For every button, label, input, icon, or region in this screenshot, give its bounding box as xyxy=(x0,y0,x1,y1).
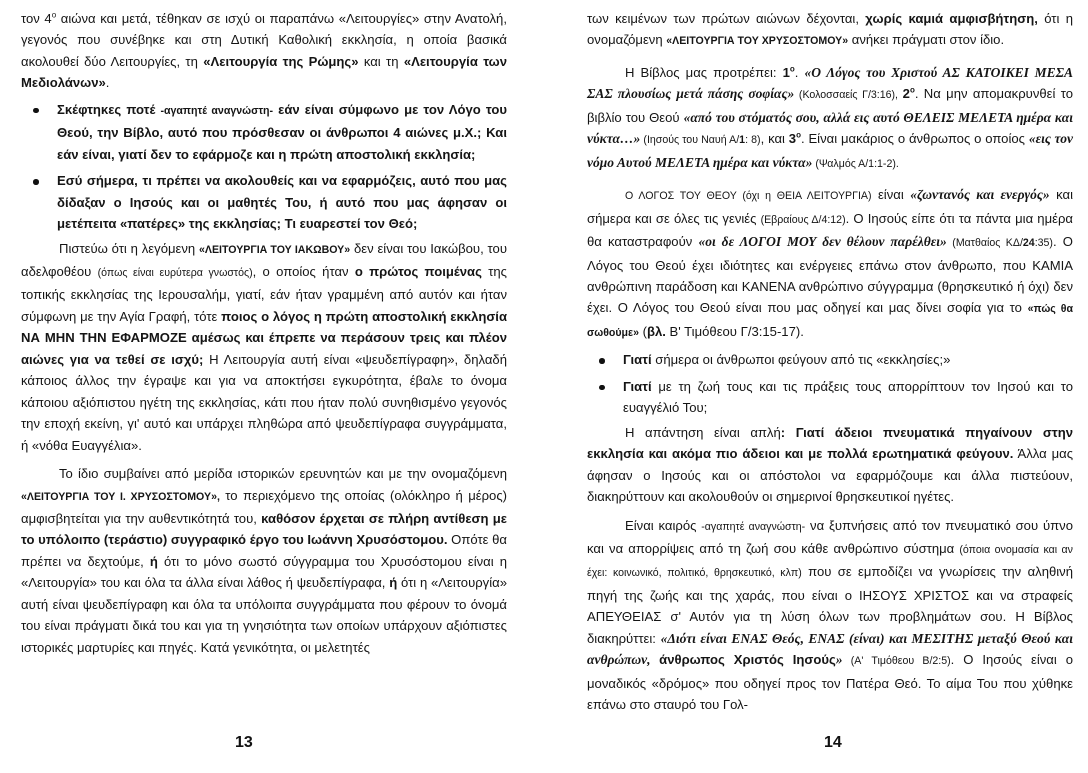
text-run: Είναι καιρός xyxy=(625,517,702,533)
superscript: ο xyxy=(51,10,57,20)
right-paragraph-4 xyxy=(587,422,1073,508)
text-run: Το ίδιο συμβαίνει από μερίδα ιστορικών ερευνητών και με την ονομαζόμενη xyxy=(59,466,507,482)
reference-run: (Α' Τιμόθεου Β/2:5) xyxy=(842,655,951,668)
left-page xyxy=(21,8,507,768)
small-run: (όπως είναι ευρύτερα γνωστός) xyxy=(97,266,253,279)
left-paragraph-1 xyxy=(21,8,507,94)
text-run: Η απάντηση είναι απλή xyxy=(625,424,781,440)
bold-run: χωρίς καμιά αμφισβήτηση, xyxy=(865,11,1038,26)
text-run: σήμερα οι άνθρωποι φεύγουν από τις «εκκλησίες;» xyxy=(651,352,951,368)
right-bullet-item xyxy=(587,376,1073,419)
left-bullet-item xyxy=(21,170,507,234)
small-run: -αγαπητέ αναγνώστη- xyxy=(160,104,274,117)
text-run: Άλλα μας άφησαν ο Ιησούς και οι απόστολοι να εφαρμόζουμε και άλλα πιστεύουν, διακηρύττουν και ακολουθούν οι σημερινοί θρησκευτικοί ηγέτες. xyxy=(587,446,1074,505)
reference-run: : 8) xyxy=(745,134,761,147)
text-run: που σε εμποδίζει να γνωρίσεις την αληθινή πηγή της ζωής και της χαράς, που είναι ο ΙΗΣΟΥΣ ΧΡΙΣΤΟΣ και να στραφείς ΑΠΕΥΘΕΙΑΣ σ' Αυτόν για τη λύση όλων των προβλημάτων σου. Η Βίβλος διακηρύττει: xyxy=(587,564,1073,646)
text-run: με τη ζωή τους και τις πράξεις τους απορρίπτουν τον Ιησού και το ευαγγέλιό Του; xyxy=(623,378,1073,416)
text-run: Πιστεύω ότι η λεγόμενη xyxy=(59,240,200,256)
page-number-left: 13 xyxy=(235,734,253,751)
page-number-right: 14 xyxy=(824,734,842,751)
bold-run: ή xyxy=(389,575,398,591)
text-run: . Είναι μακάριος ο άνθρωπος ο οποίος xyxy=(800,131,1029,147)
small-run: -αγαπητέ αναγνώστη- xyxy=(701,520,806,533)
right-bullet-item xyxy=(587,349,1073,370)
quote-run: «Διότι είναι ΕΝΑΣ Θεός, ΕΝΑΣ (είναι) και ΜΕΣΙΤΗΣ μεταξύ Θεού και ανθρώπων, xyxy=(587,630,1073,668)
text-run: Οπότε θα πρέπει να δεχτούμε, xyxy=(21,532,507,569)
superscript: ο xyxy=(796,130,801,140)
bold-run: Εσύ σήμερα, τι πρέπει να ακολουθείς και να εφαρμόζεις, αυτό που μας δίδαξαν ο Ιησούς και οι μαθητές Του, ή αυτό που μας άφησαν οι μετέπειτα «πατέρες» της εκκλησίας; Τι ευαρεστεί τον Θεό; xyxy=(57,173,507,232)
bold-run: βλ. xyxy=(646,323,666,339)
quote-run: «οι δε ΛΟΓΟΙ ΜΟΥ δεν θέλουν παρέλθει» xyxy=(698,234,947,250)
small-run: (όποια ονομασία και αν έχει: κοινωνικό, πολιτικό, θρησκευτικό, κλπ) xyxy=(587,543,1073,580)
text-run: . Ο Ιησούς είπε ότι τα πάντα μια ημέρα θα καταστραφούν xyxy=(587,210,1073,250)
bold-run: «Λειτουργία των Μεδιολάνων» xyxy=(21,53,508,91)
superscript: ο xyxy=(909,86,915,95)
small-run: Ο ΛΟΓΟΣ ΤΟΥ ΘΕΟΥ (όχι η ΘΕΙΑ ΛΕΙΤΟΥΡΓΙΑ) xyxy=(625,190,872,203)
text-run: . Να μην απομακρυνθεί το βιβλίο του Θεού xyxy=(587,86,1073,125)
right-paragraph-3 xyxy=(587,184,1073,344)
text-run: Η Βίβλος μας προτρέπει: xyxy=(625,64,783,80)
bold-run: 3 xyxy=(788,131,797,147)
text-run: ότι η ονομαζόμενη xyxy=(587,11,1073,48)
bold-run: ή xyxy=(149,553,158,569)
bold-run: «ΛΕΙΤΟΥΡΓΙΑ ΤΟΥ ΙΑΚΩΒΟΥ» xyxy=(199,243,351,256)
left-bullet-item xyxy=(21,99,507,165)
text-run: Β' Τιμόθεου Γ/3:15-17). xyxy=(665,323,804,339)
text-run: και σήμερα και σε όλες τις γενιές xyxy=(587,187,1073,226)
text-run: . Ο Ιησούς είναι ο μοναδικός «δρόμος» που οδηγεί προς τον Πατέρα Θεό. Το αίμα Του που χύθηκε επάνω στο σταυρό του Γολ- xyxy=(587,652,1073,713)
superscript: ο xyxy=(789,64,795,74)
text-run: . xyxy=(105,75,110,91)
bold-run: εάν είναι σύμφωνο με τον Λόγο του Θεού, την Βίβλο, αυτό που πρόσθεσαν οι άνθρωποι 4 αιώνες μ.Χ.; Και εάν είναι, γιατί δεν το εφάρμοζε και η πρώτη αποστολική εκκλησία; xyxy=(57,101,507,162)
right-paragraph-5 xyxy=(587,515,1073,716)
reference-run: (Κολοσσαείς Γ/3:16), xyxy=(794,89,903,102)
text-run: και τη xyxy=(358,53,404,69)
bold-run: 1 xyxy=(782,64,790,80)
reference-run: (Ματθαίος ΚΔ/ xyxy=(946,237,1023,250)
right-paragraph-2 xyxy=(587,62,1073,175)
bold-run: ο πρώτος ποιμένας xyxy=(354,263,482,279)
text-run: , και xyxy=(760,131,789,147)
bold-run: : Γιατί άδειοι πνευματικά πηγαίνουν στην εκκλησία και ακόμα πιο άδειοι και με πολλά ερωτηματικά φεύγουν. xyxy=(587,424,1073,462)
reference-run: (Εβραίους Δ/4:12) xyxy=(760,213,846,226)
reference-run: 1 xyxy=(739,134,746,147)
text-run: τον 4 xyxy=(21,11,52,26)
bold-run: Γιατί xyxy=(623,378,652,394)
text-run: να ξυπνήσεις από τον πνευματικό σου ύπνο και να απορρίψεις από τη ζωή σου κάθε ανθρώπινο σύστημα xyxy=(587,517,1073,556)
bold-run: «Λειτουργία της Ρώμης» xyxy=(203,53,359,69)
bold-run: καθόσον έρχεται σε πλήρη αντίθεση με το υπόλοιπο (τεράστιο) συγγραφικό έργο του Ιωάννη Χρυσόστομου. xyxy=(21,510,507,548)
text-run: , ο οποίος ήταν xyxy=(252,263,355,279)
text-run: . xyxy=(794,64,805,80)
left-bullet-list xyxy=(21,99,507,235)
bold-run: άνθρωπος Χριστός Ιησούς xyxy=(659,652,836,668)
quote-run: «από του στόματός σου, αλλά εις αυτό ΘΕΛΕΙΣ ΜΕΛΕΤΑ ημέρα και νύκτα…» xyxy=(587,109,1073,147)
bold-run: Σκέφτηκες ποτέ xyxy=(57,101,161,117)
right-bullet-list xyxy=(587,349,1073,418)
text-run: ότι το μόνο σωστό σύγγραμμα του Χρυσόστομου είναι η «Λειτουργία» του και όλα τα άλλα είναι λάθος ή ψευδεπίγραφα, xyxy=(21,553,507,591)
bold-run: «πώς θα σωθούμε» xyxy=(587,303,1073,339)
bold-run: ποιος ο λόγος η πρώτη αποστολική εκκλησία ΝΑ ΜΗΝ ΤΗΝ ΕΦΑΡΜΟΖΕ αμέσως και έπρεπε να περάσουν τρεις και πλέον αιώνες για να τεθεί σε ισχύ; xyxy=(21,308,507,367)
bold-run: «ΛΕΙΤΟΥΡΓΙΑ ΤΟΥ ΧΡΥΣΟΣΤΟΜΟΥ» xyxy=(666,35,849,48)
text-run: . Ο Λόγος του Θεού έχει ιδιότητες και ενέργειες επάνω στον άνθρωπο, που ΚΑΜΙΑ ανθρώπινη παράδοση και ΚΑΝΕΝΑ ανθρώπινο σύγγραμμα (θρησκευτικό ή όχι) δεν έχει. Ο Λόγος του Θεού είναι που μας οδηγεί και μας δίνει σοφία για το xyxy=(587,234,1073,316)
text-run: αιώνα και μετά, τέθηκαν σε ισχύ οι παραπάνω «Λειτουργίες» στην Ανατολή, γεγονός που συνέβηκε και στη Δυτική Καθολική εκκλησία, η οποία βασικά ακολουθεί δύο Λειτουργίες, τη xyxy=(21,11,507,69)
bold-run: Γιατί xyxy=(623,352,652,368)
text-run: δεν είναι του Ιακώβου, του αδελφοθέου xyxy=(21,240,507,279)
quote-run: «Ο Λόγος του Χριστού ΑΣ ΚΑΤΟΙΚΕΙ ΜΕΣΑ ΣΑΣ πλουσίως μετά πάσης σοφίας» xyxy=(587,64,1073,102)
text-run: ( xyxy=(638,323,647,339)
quote-run: » xyxy=(835,652,843,668)
right-page xyxy=(587,8,1073,768)
left-paragraph-2 xyxy=(21,238,507,457)
quote-run: «ζωντανός και ενεργός» xyxy=(910,187,1050,203)
text-run: Η Λειτουργία αυτή είναι «ψευδεπίγραφη», δηλαδή κάποιος άλλος την έγραψε και για να αποκτήσει εγκυρότητα, έβαλε το όνομα κάποιου αξιόπιστου ηγέτη της εκκλησίας, κάτι που ήταν πολύ συνηθισμένο γεγονός την εποχή εκείνη, γι' αυτό και υπάρχει πληθώρα από ψευδεπίγραφα συγγράμματα, ή «νόθα Ευαγγέλια». xyxy=(21,351,507,453)
reference-run: (Ψαλμός Α/1:1-2). xyxy=(812,157,899,170)
text-run: της τοπικής εκκλησίας της Ιερουσαλήμ, γιατί, εάν ήταν γραμμένη από αυτόν και ήταν σύμφωνη με την Αγία Γραφή, τότε xyxy=(21,263,507,324)
text-run: το περιεχόμενο της οποίας (ολόκληρο ή μέρος) αμφισβητείται για την αυθεντικότητά του, xyxy=(21,487,507,526)
bold-run: 2 xyxy=(902,86,910,102)
bold-run: «ΛΕΙΤΟΥΡΓΙΑ ΤΟΥ Ι. ΧΡΥΣΟΣΤΟΜΟΥ», xyxy=(21,490,220,503)
text-run: ότι η «Λειτουργία» αυτή είναι ψευδεπίγραφη και όλα τα υπόλοιπα συγγράμματα που φέρουν το όνομά του είναι πράγματι δικά του και για τη γνησιότητα των οποίων υπάρχουν αξιόπιστες ιστορικές μαρτυρίες και πηγές. Κατά γενικότητα, οι μελετητές xyxy=(21,575,507,655)
reference-run: (Ιησούς του Ναυή Α/ xyxy=(640,134,740,147)
reference-run: :35) xyxy=(1034,237,1053,250)
text-run: των κειμένων των πρώτων αιώνων δέχονται, xyxy=(587,11,866,26)
right-paragraph-1 xyxy=(587,8,1073,53)
text-run: είναι xyxy=(871,187,911,203)
reference-run: 24 xyxy=(1022,237,1035,250)
quote-run: «εις τον νόμο Αυτού ΜΕΛΕΤΑ ημέρα και νύκτα» xyxy=(587,131,1073,170)
left-paragraph-3 xyxy=(21,463,507,658)
text-run: ανήκει πράγματι στον ίδιο. xyxy=(848,32,1005,48)
